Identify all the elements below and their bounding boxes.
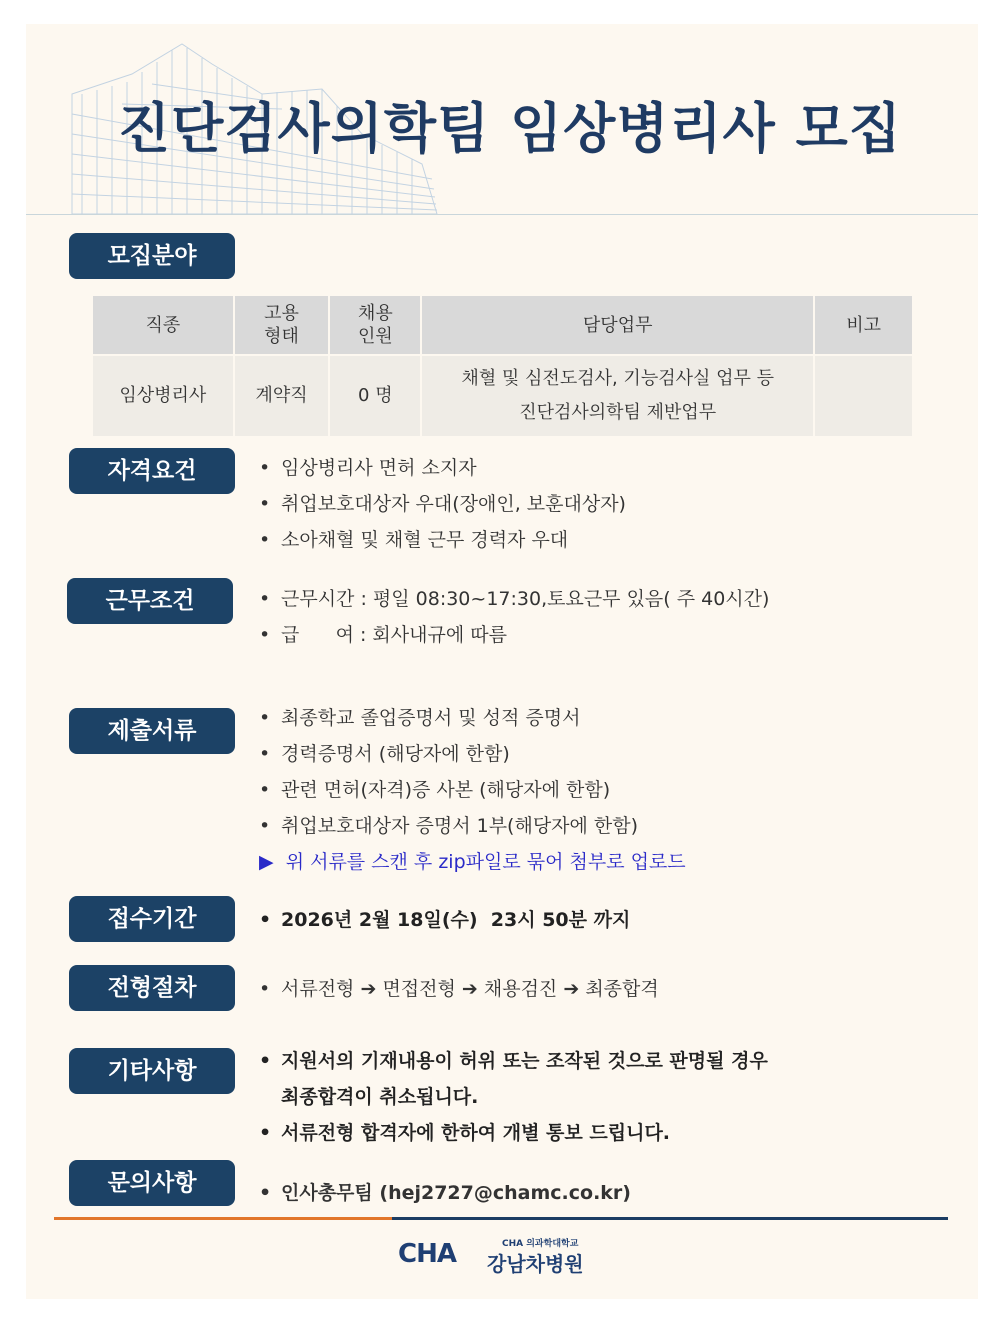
process-step: 면접전형 (382, 978, 456, 1000)
hospital-name: 강남차병원 (487, 1252, 584, 1276)
cha-logo: CHA (398, 1239, 456, 1269)
arrow-right-icon: ➔ (563, 978, 580, 1000)
table-cell: 임상병리사 (93, 356, 233, 436)
process-flow (259, 971, 659, 1007)
logo-subtitle: CHA 의과학대학교 (502, 1239, 579, 1249)
list-item: • 소아채혈 및 채혈 근무 경력자 우대 (259, 522, 626, 558)
section-label-contact: 문의사항 (69, 1160, 235, 1206)
table-cell (815, 356, 912, 436)
list-item: • 근무시간 : 평일 08:30~17:30,토요근무 있음( 주 40시간) (259, 581, 769, 617)
process-list (259, 971, 659, 1007)
documents-upload-note: ▶ 위 서류를 스캔 후 zip파일로 묶어 첨부로 업로드 (259, 851, 686, 873)
table-header-cell: 비고 (815, 296, 912, 354)
qualification-list (259, 450, 626, 558)
contact-email[interactable]: • 인사총무팀 (hej2727@chamc.co.kr) (259, 1175, 631, 1211)
period-list (259, 902, 630, 938)
recruitment-poster (26, 24, 978, 1299)
page-title: 진단검사의학팀 임상병리사 모집 (118, 97, 902, 160)
list-item: • 관련 면허(자격)증 사본 (해당자에 한함) (259, 772, 686, 808)
list-item: • 최종학교 졸업증명서 및 성적 증명서 (259, 700, 686, 736)
arrow-right-icon: ➔ (360, 978, 377, 1000)
poster-header (26, 24, 978, 215)
table-header-cell: 채용 인원 (330, 296, 420, 354)
footer-divider-navy (392, 1217, 948, 1220)
list-item-continuation: 최종합격이 취소됩니다. (281, 1086, 479, 1108)
table-header-cell: 고용 형태 (235, 296, 329, 354)
section-label-qualification: 자격요건 (69, 448, 235, 494)
table-cell: 채혈 및 심전도검사, 기능검사실 업무 등 진단검사의학팀 제반업무 (422, 356, 813, 436)
list-item: • 임상병리사 면허 소지자 (259, 450, 626, 486)
section-label-field: 모집분야 (69, 233, 235, 279)
list-item: • 2026년 2월 18일(수) 23시 50분 까지 (259, 902, 630, 938)
section-label-etc: 기타사항 (69, 1048, 235, 1094)
section-label-documents: 제출서류 (69, 708, 235, 754)
list-item: • 지원서의 기재내용이 허위 또는 조작된 것으로 판명될 경우 (259, 1043, 768, 1079)
list-item: • 경력증명서 (해당자에 한함) (259, 736, 686, 772)
table-row (93, 356, 912, 436)
footer-divider-orange (54, 1217, 392, 1220)
section-label-process: 전형절차 (69, 965, 235, 1011)
documents-list (259, 700, 686, 880)
list-item: • 서류전형 합격자에 한하여 개별 통보 드립니다. (259, 1115, 768, 1151)
table-cell: 계약직 (235, 356, 329, 436)
recruitment-table (91, 294, 914, 438)
list-item: • 취업보호대상자 증명서 1부(해당자에 한함) (259, 808, 686, 844)
contact-list (259, 1175, 631, 1211)
etc-list (259, 1043, 768, 1151)
list-item: • 취업보호대상자 우대(장애인, 보훈대상자) (259, 486, 626, 522)
process-step: 최종합격 (585, 978, 659, 1000)
conditions-list (259, 581, 769, 653)
process-step: 서류전형 (281, 978, 355, 1000)
table-header-cell: 직종 (93, 296, 233, 354)
section-label-period: 접수기간 (69, 896, 235, 942)
section-label-conditions: 근무조건 (67, 578, 233, 624)
list-item: • 급 여 : 회사내규에 따름 (259, 617, 769, 653)
table-header-cell: 담당업무 (422, 296, 813, 354)
table-cell: 0 명 (330, 356, 420, 436)
arrow-right-icon: ➔ (461, 978, 478, 1000)
table-header-row (93, 296, 912, 354)
process-step: 채용검진 (483, 978, 558, 1000)
